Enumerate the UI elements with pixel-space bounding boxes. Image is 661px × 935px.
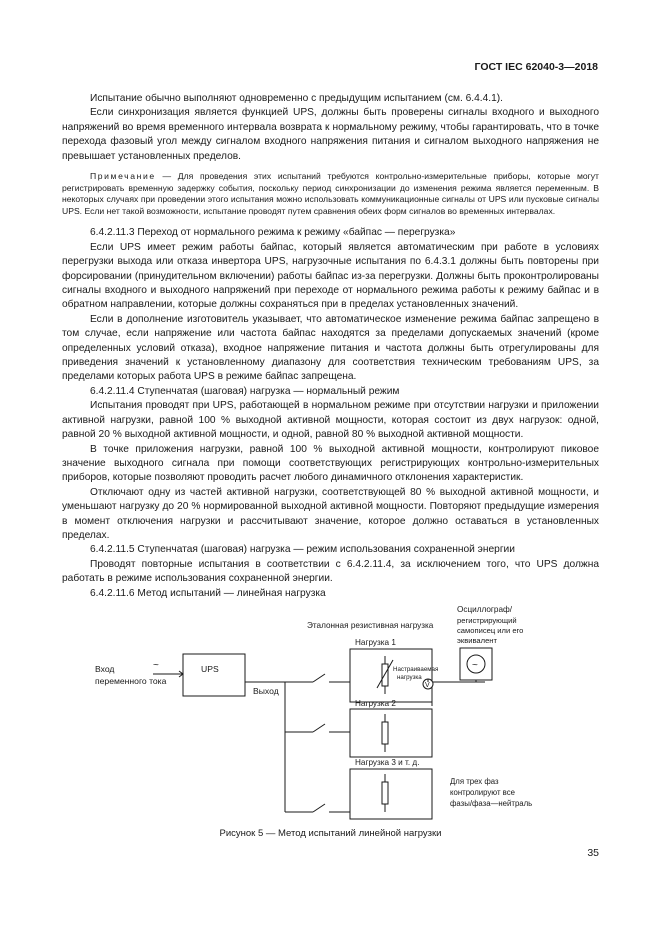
paragraph: Если UPS имеет режим работы байпас, который является автоматическим при работе в условиях перегрузки выхода или отказа инвертора UPS, нагрузочные испытания по 6.4.3.1 должны быть повторены при форсировании (принудительном включении) работы байпас из-за перегрузки. Должны быть проконтролированы сигналы входного и выходного напряжений при переходе от нормального режима работы к режиму байпас и в обратном направлении, которые должны сохраняться при в пределах установленных значений. [62, 241, 599, 311]
note-text: — Для проведения этих испытаний требуются контрольно-измерительные приборы, которые могут регистрировать временную задержку события, поскольку период синхронизации до изменения режима является переменным. В некоторых случаях при проведении этого испытания можно использовать коммуникационные сигналы от UPS или пусковые сигналы UPS. Если нет такой возможности, испытание проводят путем сравнения обеих форм сигналов во временных интервалах. [62, 171, 599, 216]
adjustable-load-label: нагрузка [397, 674, 422, 681]
note-label: Примечание [90, 171, 156, 182]
paragraph: Если синхронизация является функцией UPS, должны быть проверены сигналы входного и выходного напряжений во время временного интервала возврата к нормальному режиму, чтобы гарантировать, что в точке перехода фазовый угол между сигналом входного напряжения питания и сигналом выходного напряжения не превышает установленных пределов. [62, 107, 599, 162]
scope-symbol: ~ [472, 660, 478, 671]
switch-blade [313, 724, 325, 732]
scope-label: регистрирующий [457, 616, 517, 625]
paragraph: В точке приложения нагрузки, равной 100 % выходной активной мощности, контролируют пиковое значение выходного сигнала при помощи соответствующих регистрирующих контрольно-измерительных приборов, которые позволяют проводить расчет любого динамичного отклонения характеристик. [62, 443, 599, 484]
scope-label: Осциллограф/ [457, 605, 513, 614]
load2-box [350, 709, 432, 757]
output-label: Выход [253, 686, 279, 696]
scope-label: самописец или его [457, 626, 524, 635]
paragraph: Если в дополнение изготовитель указывает, что автоматическое изменение режима байпас запрещено в том случае, если напряжение или частота байпас находятся за пределами допускаемых значений (кроме определенных условий отказа), входное напряжение питания и частота должны быть отрегулированы для приведения значений к установленному диапазону для соответствия техническим требованиям UPS, за пределами которых работа UPS в режиме байпас запрещена. [62, 313, 599, 383]
input-label: переменного тока [95, 676, 167, 686]
section-heading-11-3: 6.4.2.11.3 Переход от нормального режима к режиму «байпас — перегрузка» [90, 227, 456, 239]
load2-label: Нагрузка 2 [355, 699, 396, 708]
section-heading-11-4: 6.4.2.11.4 Ступенчатая (шаговая) нагрузка — нормальный режим [90, 385, 400, 397]
standard-header: ГОСТ IEC 62040-3—2018 [474, 61, 598, 73]
switch-blade [313, 674, 325, 682]
paragraph: Проводят повторные испытания в соответствии с 6.4.2.11.4, за исключением того, что UPS должна работать в режиме использования сохраненной энергии. [62, 558, 599, 585]
reference-load-label: Эталонная резистивная нагрузка [307, 621, 434, 630]
adjustable-load-label: Настраиваемая [393, 666, 439, 673]
ac-tilde: ~ [153, 660, 159, 671]
input-label: Вход [95, 664, 115, 674]
resistor-icon [382, 782, 388, 804]
paragraph: Отключают одну из частей активной нагрузки, соответствующей 80 % выходной активной мощности, и уменьшают нагрузку до 20 % нормированной выходной активной мощности. Повторяют предыдущие измерения в момент отключения нагрузки и рассчитывают значение, которое должно оставаться в установленных пределах. [62, 486, 599, 541]
load3-box [350, 769, 432, 819]
note [62, 171, 599, 217]
three-phase-note: Для трех фаз [450, 777, 499, 786]
section-heading-11-5: 6.4.2.11.5 Ступенчатая (шаговая) нагрузка — режим использования сохраненной энергии [90, 544, 515, 556]
section-heading-11-6: 6.4.2.11.6 Метод испытаний — линейная нагрузка [90, 587, 326, 599]
scope-label: эквивалент [457, 636, 497, 645]
figure-caption: Рисунок 5 — Метод испытаний линейной нагрузки [219, 828, 442, 839]
paragraph: Испытания проводят при UPS, работающей в нормальном режиме при отсутствии нагрузки и приложении активной нагрузки, равной 100 % выходной активной мощности, которая состоит из двух нагрузок: одной, равной 20 % выходной активной мощности, и одной, равной 80 % выходной активной мощности. [62, 400, 599, 441]
ups-box [183, 654, 245, 696]
page-number: 35 [587, 847, 599, 859]
paragraph: Испытание обычно выполняют одновременно с предыдущим испытанием (см. 6.4.4.1). [90, 93, 504, 104]
voltmeter-symbol: V [425, 682, 430, 689]
ups-label: UPS [201, 664, 219, 674]
load3-label: Нагрузка 3 и т. д. [355, 758, 420, 767]
load1-label: Нагрузка 1 [355, 638, 396, 647]
document-body [62, 92, 599, 601]
linear-load-test-diagram [95, 598, 575, 833]
resistor-icon [382, 722, 388, 744]
switch-blade [313, 804, 325, 812]
three-phase-note: фазы/фаза—нейтраль [450, 799, 533, 808]
three-phase-note: контролируют все [450, 788, 515, 797]
